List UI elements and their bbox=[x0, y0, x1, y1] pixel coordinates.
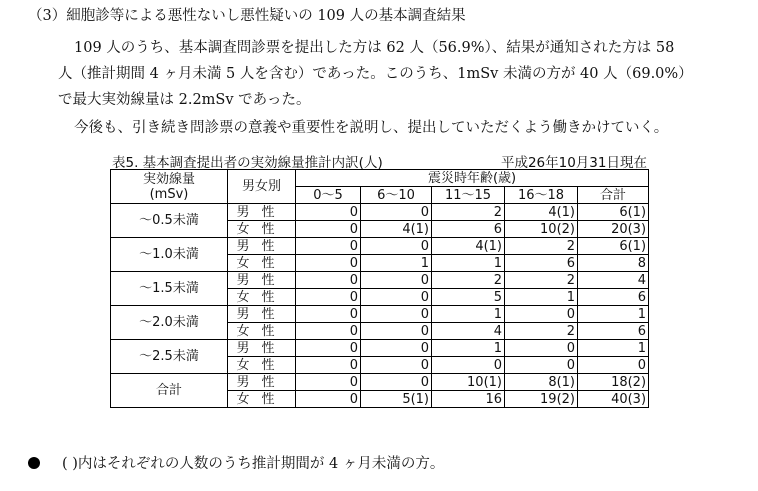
sex-cell: 女性 bbox=[228, 357, 296, 374]
count-cell: 1 bbox=[432, 340, 505, 357]
count-cell: 0 bbox=[296, 204, 361, 221]
sex-cell: 女性 bbox=[228, 323, 296, 340]
count-cell: 0 bbox=[505, 357, 578, 374]
dose-range-cell: ～1.5未満 bbox=[111, 272, 228, 306]
count-cell: 1 bbox=[505, 289, 578, 306]
table-title: 表5. 基本調査提出者の実効線量推計内訳(人) bbox=[112, 155, 383, 171]
count-cell: 0 bbox=[361, 306, 432, 323]
dose-header-unit: (mSv) bbox=[149, 186, 189, 202]
footnote bbox=[28, 452, 444, 473]
count-cell: 1 bbox=[432, 306, 505, 323]
age-column-header: 16～18 bbox=[505, 187, 578, 204]
count-cell: 0 bbox=[296, 255, 361, 272]
dose-table bbox=[110, 169, 649, 408]
table-row bbox=[111, 272, 649, 289]
dose-range-cell: ～1.0未満 bbox=[111, 238, 228, 272]
sex-cell: 女性 bbox=[228, 391, 296, 408]
age-column-header: 0～5 bbox=[296, 187, 361, 204]
bullet-icon bbox=[28, 457, 40, 469]
count-cell: 4 bbox=[578, 272, 649, 289]
paragraph-2: 人（推計期間 4 ヶ月未満 5 人を含む）であった。このうち、1mSv 未満の方が 40 人（69.0%） bbox=[58, 66, 693, 82]
sex-cell: 女性 bbox=[228, 255, 296, 272]
section-heading: （3）細胞診等による悪性ないし悪性疑いの 109 人の基本調査結果 bbox=[28, 8, 466, 24]
sex-cell: 男性 bbox=[228, 374, 296, 391]
age-column-header: 11～15 bbox=[432, 187, 505, 204]
count-cell: 0 bbox=[361, 357, 432, 374]
count-cell: 1 bbox=[361, 255, 432, 272]
age-group-header: 震災時年齢(歳) bbox=[296, 170, 649, 187]
sex-header: 男女別 bbox=[228, 170, 296, 204]
dose-range-cell: 合計 bbox=[111, 374, 228, 408]
count-cell: 0 bbox=[432, 357, 505, 374]
table-row bbox=[111, 306, 649, 323]
count-cell: 0 bbox=[505, 306, 578, 323]
count-cell: 0 bbox=[505, 340, 578, 357]
count-cell: 4(1) bbox=[361, 221, 432, 238]
dose-range-cell: ～0.5未満 bbox=[111, 204, 228, 238]
age-column-header: 合計 bbox=[578, 187, 649, 204]
count-cell: 2 bbox=[505, 323, 578, 340]
count-cell: 18(2) bbox=[578, 374, 649, 391]
count-cell: 6 bbox=[432, 221, 505, 238]
count-cell: 4(1) bbox=[432, 238, 505, 255]
count-cell: 0 bbox=[296, 221, 361, 238]
count-cell: 0 bbox=[578, 357, 649, 374]
sex-cell: 男性 bbox=[228, 340, 296, 357]
count-cell: 0 bbox=[296, 306, 361, 323]
sex-cell: 男性 bbox=[228, 204, 296, 221]
footnote-text: ( )内はそれぞれの人数のうち推計期間が 4 ヶ月未満の方。 bbox=[62, 456, 445, 472]
sex-cell: 男性 bbox=[228, 272, 296, 289]
table-row bbox=[111, 238, 649, 255]
count-cell: 0 bbox=[296, 289, 361, 306]
count-cell: 16 bbox=[432, 391, 505, 408]
count-cell: 10(1) bbox=[432, 374, 505, 391]
dose-range-cell: ～2.5未満 bbox=[111, 340, 228, 374]
paragraph-1: 109 人のうち、基本調査問診票を提出した方は 62 人（56.9%）、結果が通知された方は 58 bbox=[74, 40, 675, 56]
count-cell: 0 bbox=[361, 374, 432, 391]
paragraph-4: 今後も、引き続き問診票の意義や重要性を説明し、提出していただくよう働きかけていく。 bbox=[74, 120, 669, 136]
count-cell: 2 bbox=[432, 204, 505, 221]
table-row bbox=[111, 374, 649, 391]
count-cell: 5 bbox=[432, 289, 505, 306]
count-cell: 1 bbox=[578, 340, 649, 357]
dose-header bbox=[111, 170, 228, 204]
count-cell: 40(3) bbox=[578, 391, 649, 408]
sex-cell: 女性 bbox=[228, 289, 296, 306]
count-cell: 0 bbox=[296, 323, 361, 340]
count-cell: 1 bbox=[432, 255, 505, 272]
count-cell: 4 bbox=[432, 323, 505, 340]
count-cell: 6(1) bbox=[578, 204, 649, 221]
count-cell: 6 bbox=[505, 255, 578, 272]
count-cell: 6 bbox=[578, 289, 649, 306]
table-caption bbox=[112, 151, 647, 169]
count-cell: 0 bbox=[361, 289, 432, 306]
count-cell: 0 bbox=[296, 374, 361, 391]
count-cell: 0 bbox=[361, 340, 432, 357]
count-cell: 0 bbox=[361, 238, 432, 255]
table-row bbox=[111, 340, 649, 357]
table-row bbox=[111, 204, 649, 221]
count-cell: 2 bbox=[432, 272, 505, 289]
table-date: 平成26年10月31日現在 bbox=[500, 155, 647, 171]
paragraph-3: で最大実効線量は 2.2mSv であった。 bbox=[58, 92, 311, 108]
count-cell: 6(1) bbox=[578, 238, 649, 255]
count-cell: 1 bbox=[578, 306, 649, 323]
count-cell: 4(1) bbox=[505, 204, 578, 221]
count-cell: 20(3) bbox=[578, 221, 649, 238]
sex-cell: 男性 bbox=[228, 306, 296, 323]
count-cell: 19(2) bbox=[505, 391, 578, 408]
count-cell: 2 bbox=[505, 238, 578, 255]
count-cell: 6 bbox=[578, 323, 649, 340]
dose-range-cell: ～2.0未満 bbox=[111, 306, 228, 340]
dose-header-label: 実効線量 bbox=[142, 171, 195, 187]
age-column-header: 6～10 bbox=[361, 187, 432, 204]
sex-cell: 男性 bbox=[228, 238, 296, 255]
count-cell: 10(2) bbox=[505, 221, 578, 238]
count-cell: 0 bbox=[296, 357, 361, 374]
count-cell: 8 bbox=[578, 255, 649, 272]
count-cell: 0 bbox=[296, 391, 361, 408]
count-cell: 0 bbox=[296, 272, 361, 289]
count-cell: 0 bbox=[361, 204, 432, 221]
sex-cell: 女性 bbox=[228, 221, 296, 238]
count-cell: 5(1) bbox=[361, 391, 432, 408]
count-cell: 0 bbox=[296, 238, 361, 255]
count-cell: 2 bbox=[505, 272, 578, 289]
count-cell: 0 bbox=[296, 340, 361, 357]
count-cell: 0 bbox=[361, 272, 432, 289]
count-cell: 0 bbox=[361, 323, 432, 340]
count-cell: 8(1) bbox=[505, 374, 578, 391]
